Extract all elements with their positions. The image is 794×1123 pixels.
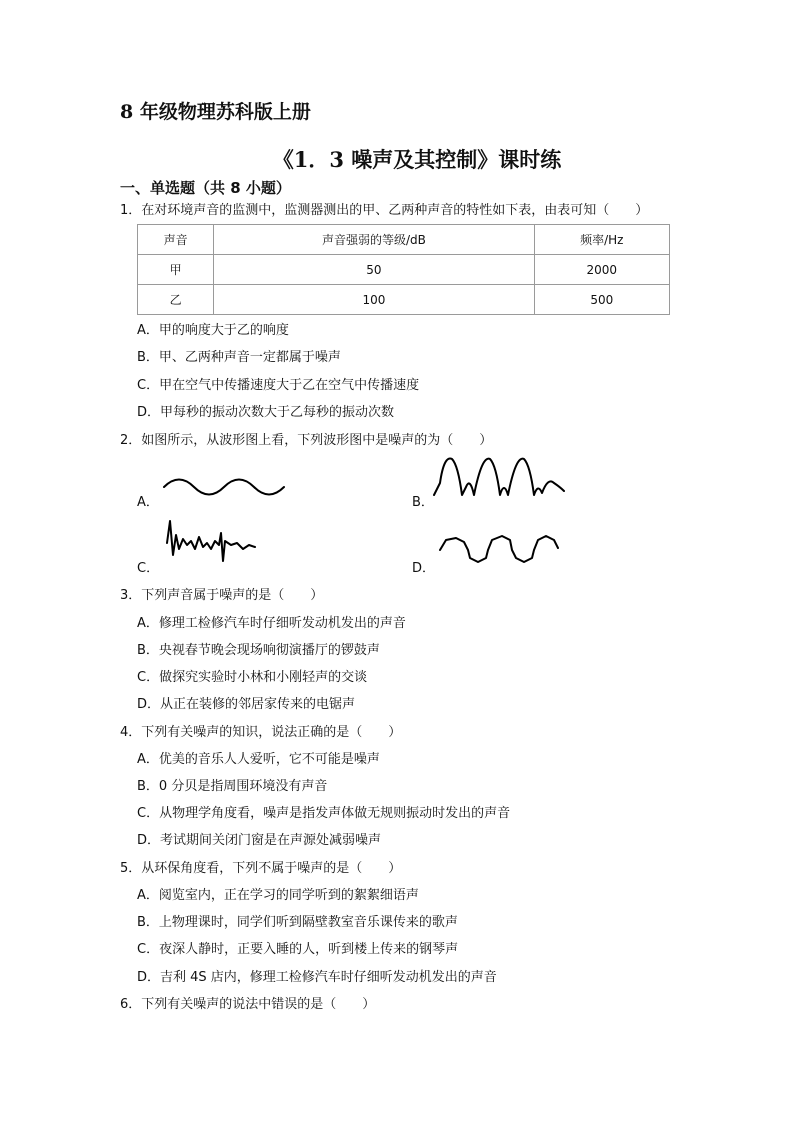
- table-cell: 乙: [138, 285, 214, 315]
- figure-label-a: A．: [137, 495, 159, 510]
- figure-label-d: D．: [412, 561, 436, 576]
- table-cell: 500: [534, 285, 669, 315]
- section-title: 一、单选题（共 8 小题）: [120, 179, 291, 197]
- question-4-option-d: D．考试期间关闭门窗是在声源处减弱噪声: [137, 833, 382, 848]
- question-3-option-b: B．央视春节晚会现场响彻演播厅的锣鼓声: [137, 643, 380, 658]
- document-title: 《1．3 噪声及其控制》课时练: [272, 147, 562, 172]
- table-header-cell: 声音强弱的等级/dB: [214, 225, 534, 255]
- grade-title: 8 年级物理苏科版上册: [120, 101, 311, 123]
- sound-data-table: [137, 224, 670, 315]
- question-3-option-c: C．做探究实验时小林和小刚轻声的交谈: [137, 670, 368, 685]
- question-4-option-b: B．0 分贝是指周围环境没有声音: [137, 779, 328, 794]
- table-header-row: [138, 225, 670, 255]
- table-header-cell: 频率/Hz: [534, 225, 669, 255]
- figure-label-b: B．: [412, 495, 434, 510]
- question-1-option-b: B．甲、乙两种声音一定都属于噪声: [137, 350, 341, 365]
- waveform-d-image: [438, 528, 563, 568]
- question-1-option-a: A．甲的响度大于乙的响度: [137, 323, 289, 338]
- figure-label-c: C．: [137, 561, 160, 576]
- question-3-stem: 3．下列声音属于噪声的是（ ）: [120, 588, 324, 603]
- question-5-option-d: D．吉利 4S 店内，修理工检修汽车时仔细听发动机发出的声音: [137, 970, 497, 985]
- table-header-cell: 声音: [138, 225, 214, 255]
- question-3-option-a: A．修理工检修汽车时仔细听发动机发出的声音: [137, 616, 406, 631]
- question-2-stem: 2．如图所示，从波形图上看，下列波形图中是噪声的为（ ）: [120, 433, 493, 448]
- question-4-stem: 4．下列有关噪声的知识，说法正确的是（ ）: [120, 725, 402, 740]
- table-cell: 甲: [138, 255, 214, 285]
- waveform-a-image: [162, 472, 292, 502]
- question-4-option-c: C．从物理学角度看，噪声是指发声体做无规则振动时发出的声音: [137, 806, 511, 821]
- table-cell: 50: [214, 255, 534, 285]
- question-4-option-a: A．优美的音乐人人爱听，它不可能是噪声: [137, 752, 380, 767]
- waveform-c-image: [165, 515, 260, 565]
- question-5-option-a: A．阅览室内，正在学习的同学听到的絮絮细语声: [137, 888, 419, 903]
- question-5-option-c: C．夜深人静时，正要入睡的人，听到楼上传来的钢琴声: [137, 942, 459, 957]
- table-cell: 100: [214, 285, 534, 315]
- question-1-stem: 1．在对环境声音的监测中，监测器测出的甲、乙两种声音的特性如下表，由表可知（ ）: [120, 203, 649, 218]
- question-1-option-d: D．甲每秒的振动次数大于乙每秒的振动次数: [137, 405, 395, 420]
- table-cell: 2000: [534, 255, 669, 285]
- question-5-option-b: B．上物理课时，同学们听到隔壁教室音乐课传来的歌声: [137, 915, 458, 930]
- question-3-option-d: D．从正在装修的邻居家传来的电锯声: [137, 697, 356, 712]
- question-5-stem: 5．从环保角度看，下列不属于噪声的是（ ）: [120, 861, 402, 876]
- table-row: [138, 255, 670, 285]
- question-6-stem: 6．下列有关噪声的说法中错误的是（ ）: [120, 997, 376, 1012]
- table-row: [138, 285, 670, 315]
- waveform-b-image: [430, 455, 570, 500]
- question-1-option-c: C．甲在空气中传播速度大于乙在空气中传播速度: [137, 378, 420, 393]
